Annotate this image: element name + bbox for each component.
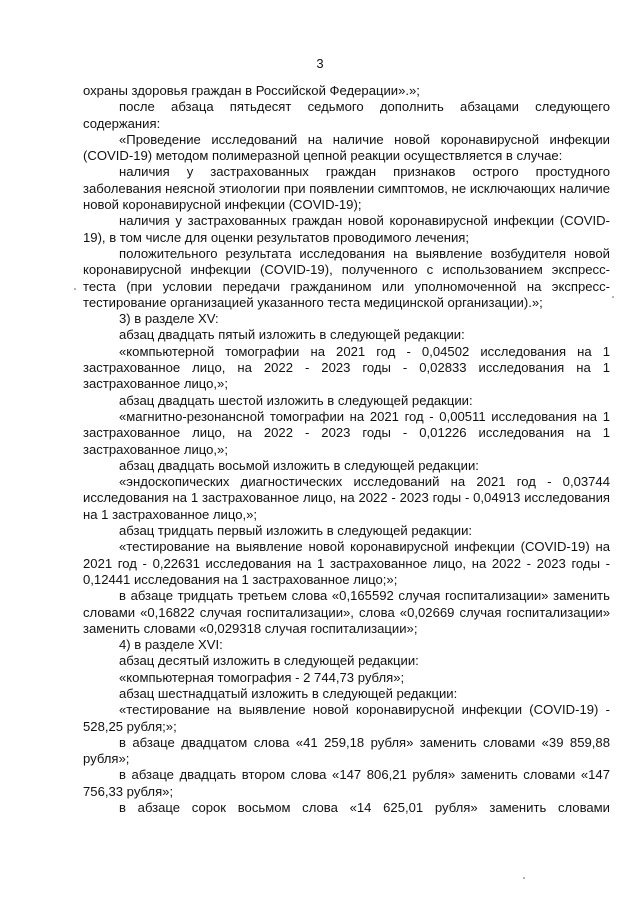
paragraph: абзац шестнадцатый изложить в следующей редакции:: [119, 685, 458, 701]
paragraph: абзац тридцать первый изложить в следующей редакции:: [119, 523, 473, 539]
paragraph: «Проведение исследований на наличие новой коронавирусной инфекции (COVID-19) методом полимеразной цепной реакции осуществляется в случае:: [83, 131, 610, 164]
paragraph: «эндоскопических диагностических исследований на 2021 год - 0,03744 исследования на 1 застрахованное лицо, на 2022 - 2023 годы - 0,04913 исследования на 1 застрахованное лицо,»;: [83, 474, 610, 522]
paragraph: абзац двадцать пятый изложить в следующей редакции:: [119, 327, 465, 343]
paragraph: положительного результата исследования на выявление возбудителя новой коронавирусной инфекции (COVID-19), полученного с использованием экспресс-теста (при условии передачи гражданином или уполномоченной на экспресс-тестирование организацией указанного теста медицинской организации).»;: [83, 245, 610, 310]
paragraph: наличия у застрахованных граждан новой коронавирусной инфекции (COVID-19), в том числе для оценки результатов проводимого лечения;: [83, 213, 610, 245]
paragraph: в абзаце двадцать втором слова «147 806,21 рубля» заменить словами «147 756,33 рубля»;: [83, 767, 610, 799]
document-body: [83, 83, 610, 816]
paragraph: абзац двадцать шестой изложить в следующей редакции:: [119, 392, 473, 408]
paragraph: наличия у застрахованных граждан признаков острого простудного заболевания неясной этиологии при появлении симптомов, не исключающих наличие новой коронавирусной инфекции (COVID-19);: [83, 164, 610, 213]
paragraph: 4) в разделе XVI:: [119, 637, 223, 653]
paragraph: охраны здоровья граждан в Российской Федерации».»;: [83, 83, 420, 98]
paragraph: в абзаце двадцатом слова «41 259,18 рубля» заменить словами «39 859,88 рубля»;: [83, 734, 610, 767]
paragraph: абзац десятый изложить в следующей редакции:: [119, 653, 419, 669]
paragraph: «тестирование на выявление новой коронавирусной инфекции (COVID-19) на 2021 год - 0,22631 исследования на 1 застрахованное лицо, на 2022 - 2023 годы - 0,12441 исследования на 1 застрахованное лицо;»;: [83, 539, 610, 587]
page-number: 3: [316, 56, 324, 71]
paragraph: «магнитно-резонансной томографии на 2021 год - 0,00511 исследования на 1 застрахованное лицо, на 2022 - 2023 годы - 0,01226 исследования на 1 застрахованное лицо,»;: [83, 408, 610, 457]
scan-speck: [74, 288, 76, 290]
paragraph: «тестирование на выявление новой коронавирусной инфекции (COVID-19) - 528,25 рубля;»;: [83, 702, 610, 734]
paragraph: абзац двадцать восьмой изложить в следующей редакции:: [119, 457, 479, 473]
scan-speck: [523, 877, 525, 879]
paragraph: в абзаце сорок восьмом слова «14 625,01 рубля» заменить словами: [119, 800, 610, 816]
paragraph: в абзаце тридцать третьем слова «0,165592 случая госпитализации» заменить словами «0,16822 случая госпитализации», слова «0,02669 случая госпитализации» заменить словами «0,029318 случая госпитализации»;: [83, 588, 610, 636]
paragraph: «компьютерная томография - 2 744,73 рубля»;: [119, 669, 405, 685]
scan-speck: [612, 296, 614, 298]
paragraph: «компьютерной томографии на 2021 год - 0,04502 исследования на 1 застрахованное лицо, на 2022 - 2023 годы - 0,02833 исследования на 1 застрахованное лицо,»;: [83, 343, 610, 392]
paragraph: после абзаца пятьдесят седьмого дополнить абзацами следующего содержания:: [83, 99, 610, 131]
paragraph: 3) в разделе XV:: [119, 311, 219, 327]
